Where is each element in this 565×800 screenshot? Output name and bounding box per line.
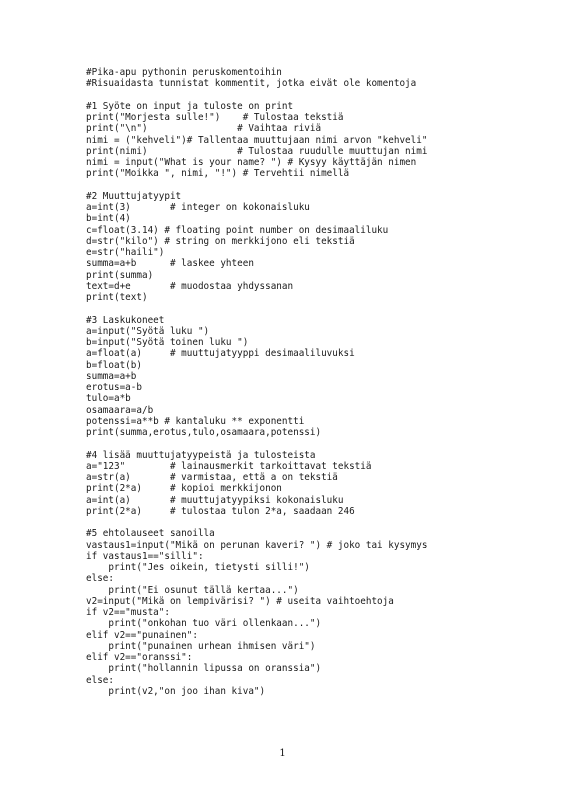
code-line: if v2=="musta": xyxy=(86,607,170,618)
code-line: potenssi=a**b # kantaluku ** exponentti xyxy=(86,415,305,427)
code-line: a=int(a) # muuttujatyypiksi kokonaisluku xyxy=(86,494,344,506)
code-line xyxy=(86,303,427,314)
code-line: else: xyxy=(86,573,114,585)
code-line: else: xyxy=(86,674,114,686)
code-line xyxy=(86,517,427,528)
code-line: #5 ehtolauseet sanoilla xyxy=(86,528,215,540)
code-line: a=input("Syötä luku ") xyxy=(86,325,210,337)
code-line: print("\n") # Vaihtaa riviä xyxy=(86,123,322,135)
code-line: c=float(3.14) # floating point number on desimaaliluku xyxy=(86,224,389,236)
code-line: nimi = ("kehveli")# Tallentaa muuttujaan nimi arvon "kehveli" xyxy=(86,134,428,146)
code-line xyxy=(86,438,427,449)
code-line: summa=a+b # laskee yhteen xyxy=(86,258,254,270)
code-line: elif v2=="punainen": xyxy=(86,629,198,641)
code-line: #4 lisää muuttujatyypeistä ja tulosteista xyxy=(86,449,316,461)
code-line: print("onkohan tuo väri ollenkaan...") xyxy=(86,618,322,630)
code-line: a=float(a) # muuttujatyyppi desimaaliluvuksi xyxy=(86,348,355,360)
code-line: if vastaus1=="silli": xyxy=(86,550,204,562)
code-line: osamaara=a/b xyxy=(86,404,154,416)
code-line: e=str("haili") xyxy=(86,247,165,258)
code-line: #1 Syöte on input ja tuloste on print xyxy=(86,100,294,112)
code-line: b=input("Syötä toinen luku ") xyxy=(86,337,249,348)
code-line: #Pika-apu pythonin peruskomentoihin xyxy=(86,67,282,78)
code-line: print(v2,"on joo ihan kiva") xyxy=(86,685,266,697)
code-line: print(nimi) # Tulostaa ruudulle muuttujan nimi xyxy=(86,145,428,157)
code-line: #Risuaidasta tunnistat kommentit, jotka eivät ole komentoja xyxy=(86,78,417,90)
code-line xyxy=(86,90,427,101)
code-line: a="123" # lainausmerkit tarkoittavat tekstiä xyxy=(86,460,372,472)
code-line: print(summa,erotus,tulo,osamaara,potenssi) xyxy=(86,427,322,438)
code-line: print("Morjesta sulle!") # Tulostaa tekstiä xyxy=(86,112,344,123)
code-line: print("hollannin lipussa on oranssia") xyxy=(86,663,322,675)
code-listing xyxy=(86,67,427,697)
code-line: #3 Laskukoneet xyxy=(86,314,165,326)
code-line: print(text) xyxy=(86,292,148,303)
code-line: nimi = input("What is your name? ") # Kysyy käyttäjän nimen xyxy=(86,157,417,168)
code-line: print("Moikka ", nimi, "!") # Tervehtii nimellä xyxy=(86,168,350,180)
code-line: d=str("kilo") # string on merkkijono eli tekstiä xyxy=(86,235,355,247)
code-line: print(2*a) # kopioi merkkijonon xyxy=(86,483,282,495)
code-line: b=float(b) xyxy=(86,359,142,371)
code-line: print(summa) xyxy=(86,269,154,281)
code-line: vastaus1=input("Mikä on perunan kaveri? ") # joko tai kysymys xyxy=(86,539,428,551)
code-line: print("Jes oikein, tietysti silli!") xyxy=(86,562,310,573)
code-line: print(2*a) # tulostaa tulon 2*a, saadaan 246 xyxy=(86,505,355,517)
code-line: print("Ei osunut tällä kertaa...") xyxy=(86,584,299,596)
code-line xyxy=(86,180,427,191)
code-line: a=int(3) # integer on kokonaisluku xyxy=(86,202,310,213)
page-number: 1 xyxy=(279,748,286,759)
code-line: erotus=a-b xyxy=(86,382,142,393)
code-line: elif v2=="oranssi": xyxy=(86,652,193,663)
code-line: tulo=a*b xyxy=(86,393,131,405)
code-line: text=d+e # muodostaa yhdyssanan xyxy=(86,280,294,292)
code-line: summa=a+b xyxy=(86,370,137,382)
code-line: #2 Muuttujatyypit xyxy=(86,190,182,202)
code-line: print("punainen urhean ihmisen väri") xyxy=(86,640,316,652)
code-line: v2=input("Mikä on lempivärisi? ") # useita vaihtoehtoja xyxy=(86,595,394,607)
code-line: a=str(a) # varmistaa, että a on tekstiä xyxy=(86,472,338,483)
code-line: b=int(4) xyxy=(86,213,131,225)
